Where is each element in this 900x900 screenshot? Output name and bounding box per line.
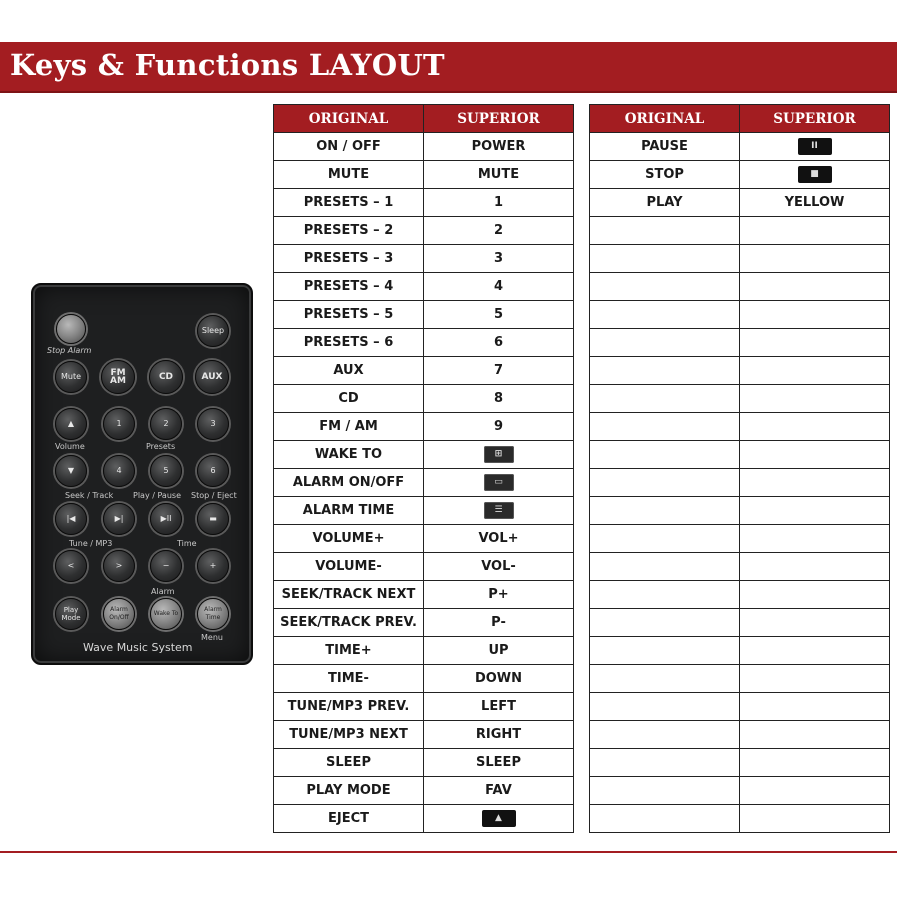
table-row xyxy=(274,777,574,805)
preset-3-button: 3 xyxy=(197,408,229,440)
superior-key-cell: 5 xyxy=(424,301,574,329)
table-row xyxy=(274,413,574,441)
original-key-cell xyxy=(590,693,740,721)
superior-key-cell xyxy=(740,273,890,301)
play-pause-label: Play / Pause xyxy=(133,491,181,500)
original-key-cell: MUTE xyxy=(274,161,424,189)
table-row xyxy=(590,749,890,777)
cd-button: CD xyxy=(149,360,183,394)
original-key-cell xyxy=(590,637,740,665)
table-row xyxy=(590,693,890,721)
superior-key-cell: UP xyxy=(424,637,574,665)
superior-key-cell: 4 xyxy=(424,273,574,301)
page-title: Keys & Functions LAYOUT xyxy=(10,48,445,82)
table-row xyxy=(274,189,574,217)
table-row xyxy=(274,133,574,161)
table-row xyxy=(590,189,890,217)
table-row xyxy=(590,161,890,189)
superior-key-cell xyxy=(740,133,890,161)
table-row xyxy=(274,357,574,385)
original-key-cell: PLAY MODE xyxy=(274,777,424,805)
original-key-cell: ALARM TIME xyxy=(274,497,424,525)
superior-key-cell xyxy=(740,777,890,805)
original-key-cell xyxy=(590,301,740,329)
tune-right-icon: > xyxy=(103,550,135,582)
original-key-cell xyxy=(590,217,740,245)
superior-key-cell: SLEEP xyxy=(424,749,574,777)
table-row xyxy=(590,441,890,469)
table-row xyxy=(590,721,890,749)
superior-key-cell xyxy=(740,217,890,245)
original-key-cell: CD xyxy=(274,385,424,413)
superior-key-cell: RIGHT xyxy=(424,721,574,749)
superior-key-cell xyxy=(424,469,574,497)
stop-eject-label: Stop / Eject xyxy=(191,491,237,500)
alarm-time-key-icon: ☰ xyxy=(484,502,514,519)
original-key-cell: ALARM ON/OFF xyxy=(274,469,424,497)
original-key-cell xyxy=(590,665,740,693)
original-key-cell: PRESETS – 2 xyxy=(274,217,424,245)
superior-key-cell xyxy=(424,497,574,525)
table-row xyxy=(274,721,574,749)
column-header-superior: SUPERIOR xyxy=(424,105,574,133)
key-mapping-table-right xyxy=(589,104,890,833)
original-key-cell: WAKE TO xyxy=(274,441,424,469)
wake-to-button: Wake To xyxy=(150,598,182,630)
original-key-cell: TUNE/MP3 NEXT xyxy=(274,721,424,749)
superior-key-cell xyxy=(740,161,890,189)
table-row xyxy=(274,329,574,357)
superior-key-cell: MUTE xyxy=(424,161,574,189)
preset-5-button: 5 xyxy=(150,455,182,487)
original-key-cell: ON / OFF xyxy=(274,133,424,161)
superior-key-cell xyxy=(740,805,890,833)
table-row xyxy=(274,469,574,497)
superior-key-cell xyxy=(424,805,574,833)
superior-key-cell: 1 xyxy=(424,189,574,217)
original-key-cell: PAUSE xyxy=(590,133,740,161)
preset-6-button: 6 xyxy=(197,455,229,487)
aux-button: AUX xyxy=(195,360,229,394)
time-plus-icon: + xyxy=(197,550,229,582)
table-row xyxy=(590,329,890,357)
superior-key-cell xyxy=(740,469,890,497)
table-row xyxy=(274,553,574,581)
superior-key-cell: P- xyxy=(424,609,574,637)
play-pause-icon: ▶II xyxy=(150,503,182,535)
table-row xyxy=(274,637,574,665)
volume-label: Volume xyxy=(55,442,85,451)
original-key-cell: PLAY xyxy=(590,189,740,217)
table-row xyxy=(274,217,574,245)
original-key-cell: PRESETS – 5 xyxy=(274,301,424,329)
table-row xyxy=(274,441,574,469)
superior-key-cell xyxy=(740,357,890,385)
superior-key-cell xyxy=(740,413,890,441)
tune-left-icon: < xyxy=(55,550,87,582)
superior-key-cell: 2 xyxy=(424,217,574,245)
original-key-cell xyxy=(590,525,740,553)
original-key-cell xyxy=(590,245,740,273)
superior-key-cell: 9 xyxy=(424,413,574,441)
wake-to-key-icon: ⊞ xyxy=(484,446,514,463)
superior-key-cell xyxy=(740,749,890,777)
superior-key-cell xyxy=(740,581,890,609)
original-key-cell: TUNE/MP3 PREV. xyxy=(274,693,424,721)
superior-key-cell: POWER xyxy=(424,133,574,161)
sleep-button: Sleep xyxy=(197,315,229,347)
table-row xyxy=(590,469,890,497)
original-key-cell xyxy=(590,721,740,749)
stop-eject-icon: ▬ xyxy=(197,503,229,535)
superior-key-cell xyxy=(424,441,574,469)
original-key-cell xyxy=(590,385,740,413)
table-row xyxy=(590,357,890,385)
original-key-cell: EJECT xyxy=(274,805,424,833)
remote-control-image xyxy=(31,283,253,665)
table-row xyxy=(590,553,890,581)
original-key-cell xyxy=(590,749,740,777)
time-label: Time xyxy=(177,539,197,548)
superior-key-cell: YELLOW xyxy=(740,189,890,217)
original-key-cell xyxy=(590,497,740,525)
mute-button: Mute xyxy=(55,361,87,393)
table-row xyxy=(274,581,574,609)
original-key-cell: SEEK/TRACK NEXT xyxy=(274,581,424,609)
table-row xyxy=(590,301,890,329)
table-row xyxy=(590,497,890,525)
superior-key-cell: DOWN xyxy=(424,665,574,693)
table-row xyxy=(274,273,574,301)
superior-key-cell: 7 xyxy=(424,357,574,385)
table-row xyxy=(590,665,890,693)
superior-key-cell xyxy=(740,525,890,553)
stop-key-icon: ■ xyxy=(798,166,832,183)
original-key-cell: FM / AM xyxy=(274,413,424,441)
table-row xyxy=(590,385,890,413)
superior-key-cell xyxy=(740,245,890,273)
original-key-cell: SEEK/TRACK PREV. xyxy=(274,609,424,637)
table-row xyxy=(590,133,890,161)
original-key-cell xyxy=(590,273,740,301)
superior-key-cell xyxy=(740,693,890,721)
tune-mp3-label: Tune / MP3 xyxy=(69,539,113,548)
superior-key-cell: FAV xyxy=(424,777,574,805)
table-row xyxy=(274,665,574,693)
superior-key-cell: 8 xyxy=(424,385,574,413)
superior-key-cell xyxy=(740,609,890,637)
superior-key-cell: 3 xyxy=(424,245,574,273)
header-banner xyxy=(0,42,897,93)
original-key-cell: PRESETS – 1 xyxy=(274,189,424,217)
original-key-cell: TIME+ xyxy=(274,637,424,665)
table-row xyxy=(274,693,574,721)
original-key-cell: VOLUME- xyxy=(274,553,424,581)
original-key-cell: STOP xyxy=(590,161,740,189)
fm-am-button: FM AM xyxy=(101,360,135,394)
preset-1-button: 1 xyxy=(103,408,135,440)
superior-key-cell xyxy=(740,665,890,693)
original-key-cell: SLEEP xyxy=(274,749,424,777)
superior-key-cell xyxy=(740,637,890,665)
alarm-on-off-key-icon: ▭ xyxy=(484,474,514,491)
superior-key-cell xyxy=(740,553,890,581)
volume-down-icon: ▼ xyxy=(55,455,87,487)
table-row xyxy=(590,413,890,441)
table-row xyxy=(590,525,890,553)
time-minus-icon: − xyxy=(150,550,182,582)
preset-2-button: 2 xyxy=(150,408,182,440)
table-row xyxy=(274,301,574,329)
table-row xyxy=(274,245,574,273)
table-row xyxy=(274,385,574,413)
original-key-cell xyxy=(590,469,740,497)
table-row xyxy=(590,609,890,637)
column-header-superior: SUPERIOR xyxy=(740,105,890,133)
original-key-cell: PRESETS – 3 xyxy=(274,245,424,273)
original-key-cell xyxy=(590,413,740,441)
original-key-cell xyxy=(590,329,740,357)
menu-label: Menu xyxy=(201,633,223,642)
volume-up-icon: ▲ xyxy=(55,408,87,440)
alarm-on-off-button: Alarm On/Off xyxy=(103,598,135,630)
original-key-cell: AUX xyxy=(274,357,424,385)
table-row xyxy=(590,217,890,245)
table-row xyxy=(274,525,574,553)
table-row xyxy=(590,273,890,301)
brand-label: Wave Music System xyxy=(83,641,193,654)
superior-key-cell xyxy=(740,497,890,525)
original-key-cell xyxy=(590,581,740,609)
table-row xyxy=(590,777,890,805)
original-key-cell: PRESETS – 4 xyxy=(274,273,424,301)
original-key-cell xyxy=(590,805,740,833)
alarm-time-button: Alarm Time xyxy=(197,598,229,630)
eject-key-icon: ▲ xyxy=(482,810,516,827)
seek-track-label: Seek / Track xyxy=(65,491,114,500)
superior-key-cell xyxy=(740,441,890,469)
original-key-cell xyxy=(590,357,740,385)
superior-key-cell: VOL- xyxy=(424,553,574,581)
original-key-cell: PRESETS – 6 xyxy=(274,329,424,357)
superior-key-cell xyxy=(740,721,890,749)
presets-label: Presets xyxy=(146,442,176,451)
table-row xyxy=(274,805,574,833)
table-row xyxy=(274,609,574,637)
superior-key-cell: P+ xyxy=(424,581,574,609)
preset-4-button: 4 xyxy=(103,455,135,487)
table-row xyxy=(590,805,890,833)
play-mode-button: Play Mode xyxy=(55,598,87,630)
original-key-cell: TIME- xyxy=(274,665,424,693)
seek-next-icon: ▶| xyxy=(103,503,135,535)
original-key-cell xyxy=(590,609,740,637)
table-row xyxy=(590,245,890,273)
column-header-original: ORIGINAL xyxy=(590,105,740,133)
superior-key-cell xyxy=(740,385,890,413)
table-row xyxy=(274,161,574,189)
stop-alarm-label: Stop Alarm xyxy=(47,346,92,355)
original-key-cell xyxy=(590,441,740,469)
key-mapping-table-left xyxy=(273,104,574,833)
pause-key-icon: II xyxy=(798,138,832,155)
superior-key-cell: 6 xyxy=(424,329,574,357)
table-row xyxy=(590,637,890,665)
superior-key-cell xyxy=(740,329,890,357)
superior-key-cell xyxy=(740,301,890,329)
table-row xyxy=(274,749,574,777)
original-key-cell xyxy=(590,553,740,581)
table-row xyxy=(274,497,574,525)
footer-divider xyxy=(0,851,897,853)
column-header-original: ORIGINAL xyxy=(274,105,424,133)
original-key-cell: VOLUME+ xyxy=(274,525,424,553)
seek-prev-icon: |◀ xyxy=(55,503,87,535)
superior-key-cell: LEFT xyxy=(424,693,574,721)
stop-alarm-button xyxy=(56,314,86,344)
original-key-cell xyxy=(590,777,740,805)
superior-key-cell: VOL+ xyxy=(424,525,574,553)
alarm-label: Alarm xyxy=(151,587,175,596)
table-row xyxy=(590,581,890,609)
